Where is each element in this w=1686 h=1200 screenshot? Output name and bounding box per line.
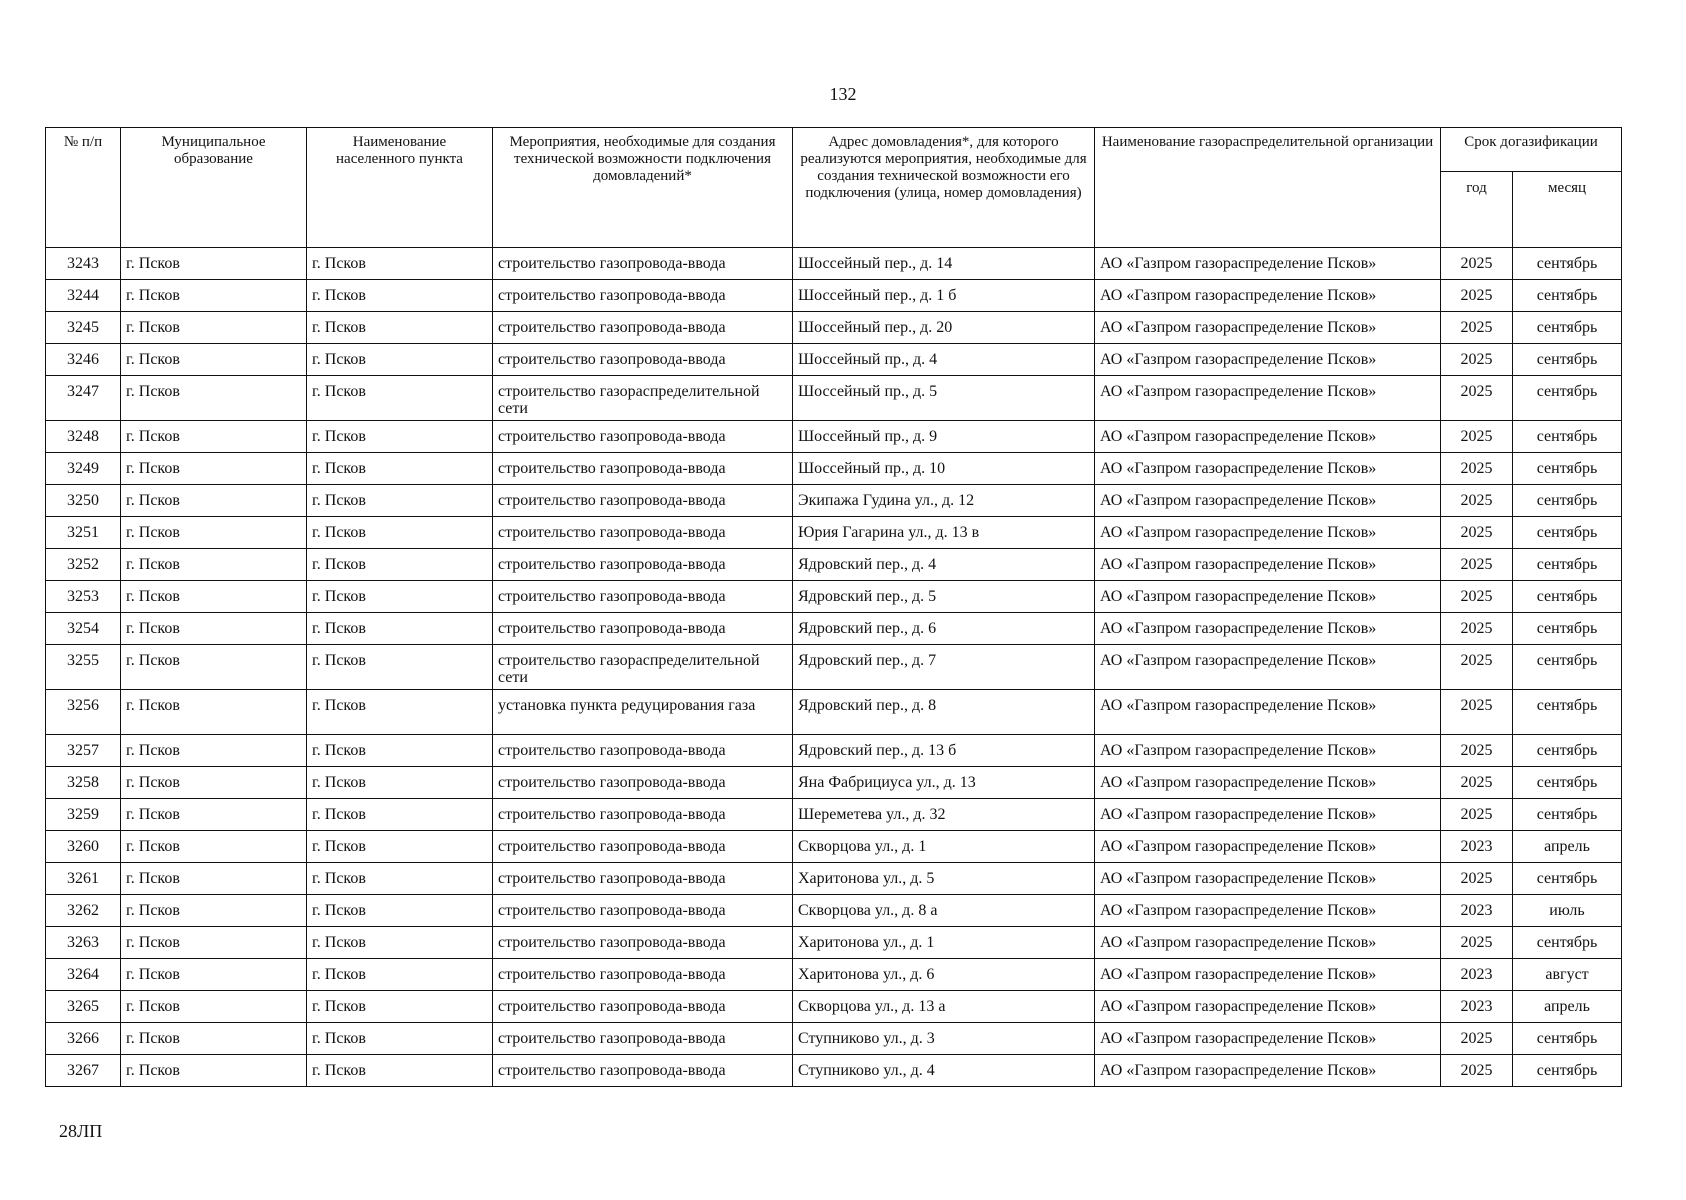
cell-organization: АО «Газпром газораспределение Псков» (1095, 863, 1441, 895)
cell-measure: строительство газопровода-ввода (493, 613, 793, 645)
cell-year: 2025 (1441, 421, 1513, 453)
cell-measure: строительство газопровода-ввода (493, 735, 793, 767)
cell-municipality: г. Псков (121, 549, 307, 581)
cell-year: 2025 (1441, 280, 1513, 312)
cell-num: 3250 (46, 485, 121, 517)
cell-locality: г. Псков (307, 690, 493, 735)
cell-address: Экипажа Гудина ул., д. 12 (793, 485, 1095, 517)
cell-month: апрель (1513, 991, 1622, 1023)
cell-measure: строительство газопровода-ввода (493, 421, 793, 453)
cell-num: 3266 (46, 1023, 121, 1055)
cell-address: Ядровский пер., д. 6 (793, 613, 1095, 645)
table-row (46, 248, 1622, 280)
cell-locality: г. Псков (307, 549, 493, 581)
cell-measure: строительство газопровода-ввода (493, 959, 793, 991)
table-row (46, 549, 1622, 581)
table-row (46, 312, 1622, 344)
cell-organization: АО «Газпром газораспределение Псков» (1095, 613, 1441, 645)
table-row (46, 991, 1622, 1023)
cell-month: сентябрь (1513, 767, 1622, 799)
cell-municipality: г. Псков (121, 613, 307, 645)
cell-num: 3253 (46, 581, 121, 613)
cell-address: Харитонова ул., д. 5 (793, 863, 1095, 895)
cell-measure: строительство газопровода-ввода (493, 799, 793, 831)
cell-organization: АО «Газпром газораспределение Псков» (1095, 767, 1441, 799)
cell-locality: г. Псков (307, 767, 493, 799)
cell-num: 3256 (46, 690, 121, 735)
cell-month: сентябрь (1513, 927, 1622, 959)
cell-address: Шоссейный пр., д. 5 (793, 376, 1095, 421)
cell-locality: г. Псков (307, 517, 493, 549)
cell-address: Шоссейный пер., д. 20 (793, 312, 1095, 344)
cell-measure: установка пункта редуцирования газа (493, 690, 793, 735)
cell-year: 2023 (1441, 831, 1513, 863)
table-body (46, 248, 1622, 1087)
cell-measure: строительство газопровода-ввода (493, 485, 793, 517)
cell-year: 2025 (1441, 549, 1513, 581)
cell-num: 3260 (46, 831, 121, 863)
cell-municipality: г. Псков (121, 517, 307, 549)
cell-organization: АО «Газпром газораспределение Псков» (1095, 735, 1441, 767)
cell-month: июль (1513, 895, 1622, 927)
cell-measure: строительство газопровода-ввода (493, 312, 793, 344)
cell-locality: г. Псков (307, 485, 493, 517)
cell-address: Ядровский пер., д. 13 б (793, 735, 1095, 767)
table-row (46, 1023, 1622, 1055)
table-row (46, 613, 1622, 645)
cell-locality: г. Псков (307, 863, 493, 895)
header-locality: Наименование населенного пункта (307, 128, 493, 248)
cell-month: сентябрь (1513, 645, 1622, 690)
cell-year: 2025 (1441, 767, 1513, 799)
cell-organization: АО «Газпром газораспределение Псков» (1095, 690, 1441, 735)
cell-measure: строительство газопровода-ввода (493, 927, 793, 959)
cell-num: 3258 (46, 767, 121, 799)
cell-organization: АО «Газпром газораспределение Псков» (1095, 1055, 1441, 1087)
cell-municipality: г. Псков (121, 280, 307, 312)
cell-locality: г. Псков (307, 280, 493, 312)
table-row (46, 280, 1622, 312)
cell-locality: г. Псков (307, 312, 493, 344)
cell-address: Шоссейный пр., д. 4 (793, 344, 1095, 376)
table-row (46, 485, 1622, 517)
cell-organization: АО «Газпром газораспределение Псков» (1095, 376, 1441, 421)
cell-organization: АО «Газпром газораспределение Псков» (1095, 645, 1441, 690)
table-row (46, 376, 1622, 421)
cell-measure: строительство газопровода-ввода (493, 831, 793, 863)
cell-organization: АО «Газпром газораспределение Псков» (1095, 280, 1441, 312)
cell-year: 2023 (1441, 895, 1513, 927)
table-row (46, 959, 1622, 991)
cell-num: 3267 (46, 1055, 121, 1087)
header-num: № п/п (46, 128, 121, 248)
cell-municipality: г. Псков (121, 421, 307, 453)
cell-organization: АО «Газпром газораспределение Псков» (1095, 312, 1441, 344)
cell-municipality: г. Псков (121, 735, 307, 767)
table-row (46, 645, 1622, 690)
cell-measure: строительство газопровода-ввода (493, 895, 793, 927)
cell-address: Шоссейный пер., д. 14 (793, 248, 1095, 280)
table-row (46, 421, 1622, 453)
cell-organization: АО «Газпром газораспределение Псков» (1095, 485, 1441, 517)
header-year: год (1441, 172, 1513, 248)
cell-month: сентябрь (1513, 1055, 1622, 1087)
cell-address: Шереметева ул., д. 32 (793, 799, 1095, 831)
cell-address: Харитонова ул., д. 6 (793, 959, 1095, 991)
cell-month: сентябрь (1513, 248, 1622, 280)
cell-measure: строительство газораспределительной сети (493, 376, 793, 421)
cell-month: сентябрь (1513, 549, 1622, 581)
cell-num: 3252 (46, 549, 121, 581)
cell-municipality: г. Псков (121, 895, 307, 927)
cell-num: 3265 (46, 991, 121, 1023)
cell-address: Ядровский пер., д. 8 (793, 690, 1095, 735)
cell-municipality: г. Псков (121, 799, 307, 831)
cell-locality: г. Псков (307, 344, 493, 376)
cell-locality: г. Псков (307, 799, 493, 831)
table-header (46, 128, 1622, 248)
cell-month: сентябрь (1513, 485, 1622, 517)
cell-year: 2025 (1441, 645, 1513, 690)
cell-organization: АО «Газпром газораспределение Псков» (1095, 959, 1441, 991)
gasification-table (45, 127, 1622, 1087)
cell-measure: строительство газопровода-ввода (493, 1023, 793, 1055)
cell-month: сентябрь (1513, 613, 1622, 645)
cell-organization: АО «Газпром газораспределение Псков» (1095, 421, 1441, 453)
cell-municipality: г. Псков (121, 767, 307, 799)
cell-municipality: г. Псков (121, 1023, 307, 1055)
cell-municipality: г. Псков (121, 831, 307, 863)
table-row (46, 690, 1622, 735)
cell-address: Скворцова ул., д. 8 а (793, 895, 1095, 927)
cell-month: сентябрь (1513, 799, 1622, 831)
cell-address: Ядровский пер., д. 5 (793, 581, 1095, 613)
table-row (46, 863, 1622, 895)
cell-municipality: г. Псков (121, 485, 307, 517)
cell-num: 3257 (46, 735, 121, 767)
cell-year: 2025 (1441, 453, 1513, 485)
cell-locality: г. Псков (307, 453, 493, 485)
cell-year: 2025 (1441, 248, 1513, 280)
cell-year: 2025 (1441, 517, 1513, 549)
cell-measure: строительство газопровода-ввода (493, 453, 793, 485)
cell-year: 2025 (1441, 1023, 1513, 1055)
cell-num: 3264 (46, 959, 121, 991)
cell-num: 3244 (46, 280, 121, 312)
table-row (46, 799, 1622, 831)
cell-organization: АО «Газпром газораспределение Псков» (1095, 549, 1441, 581)
cell-locality: г. Псков (307, 831, 493, 863)
cell-year: 2025 (1441, 613, 1513, 645)
cell-year: 2025 (1441, 927, 1513, 959)
cell-locality: г. Псков (307, 645, 493, 690)
cell-address: Скворцова ул., д. 1 (793, 831, 1095, 863)
cell-measure: строительство газораспределительной сети (493, 645, 793, 690)
cell-municipality: г. Псков (121, 344, 307, 376)
cell-address: Ступниково ул., д. 3 (793, 1023, 1095, 1055)
cell-month: сентябрь (1513, 1023, 1622, 1055)
cell-measure: строительство газопровода-ввода (493, 1055, 793, 1087)
cell-measure: строительство газопровода-ввода (493, 581, 793, 613)
cell-locality: г. Псков (307, 927, 493, 959)
cell-year: 2025 (1441, 690, 1513, 735)
cell-year: 2023 (1441, 959, 1513, 991)
cell-locality: г. Псков (307, 991, 493, 1023)
cell-year: 2025 (1441, 581, 1513, 613)
cell-organization: АО «Газпром газораспределение Псков» (1095, 517, 1441, 549)
cell-month: сентябрь (1513, 312, 1622, 344)
cell-locality: г. Псков (307, 895, 493, 927)
cell-municipality: г. Псков (121, 991, 307, 1023)
header-measures: Мероприятия, необходимые для создания технической возможности подключения домовладений* (493, 128, 793, 248)
cell-num: 3255 (46, 645, 121, 690)
cell-num: 3261 (46, 863, 121, 895)
cell-num: 3246 (46, 344, 121, 376)
header-term: Срок догазификации (1441, 128, 1622, 172)
cell-address: Харитонова ул., д. 1 (793, 927, 1095, 959)
cell-year: 2025 (1441, 735, 1513, 767)
cell-month: сентябрь (1513, 421, 1622, 453)
cell-locality: г. Псков (307, 613, 493, 645)
cell-locality: г. Псков (307, 959, 493, 991)
cell-municipality: г. Псков (121, 453, 307, 485)
table-row (46, 831, 1622, 863)
cell-municipality: г. Псков (121, 312, 307, 344)
cell-address: Ядровский пер., д. 7 (793, 645, 1095, 690)
cell-num: 3254 (46, 613, 121, 645)
cell-num: 3245 (46, 312, 121, 344)
cell-month: сентябрь (1513, 280, 1622, 312)
cell-year: 2025 (1441, 1055, 1513, 1087)
cell-year: 2023 (1441, 991, 1513, 1023)
cell-month: август (1513, 959, 1622, 991)
page-number: 132 (829, 84, 857, 104)
cell-month: сентябрь (1513, 735, 1622, 767)
cell-address: Скворцова ул., д. 13 а (793, 991, 1095, 1023)
header-month: месяц (1513, 172, 1622, 248)
cell-municipality: г. Псков (121, 1055, 307, 1087)
cell-month: апрель (1513, 831, 1622, 863)
cell-locality: г. Псков (307, 1023, 493, 1055)
cell-month: сентябрь (1513, 690, 1622, 735)
cell-locality: г. Псков (307, 581, 493, 613)
cell-locality: г. Псков (307, 248, 493, 280)
cell-address: Яна Фабрициуса ул., д. 13 (793, 767, 1095, 799)
cell-organization: АО «Газпром газораспределение Псков» (1095, 831, 1441, 863)
cell-measure: строительство газопровода-ввода (493, 344, 793, 376)
cell-municipality: г. Псков (121, 863, 307, 895)
cell-address: Шоссейный пер., д. 1 б (793, 280, 1095, 312)
cell-measure: строительство газопровода-ввода (493, 549, 793, 581)
cell-month: сентябрь (1513, 517, 1622, 549)
cell-num: 3259 (46, 799, 121, 831)
cell-organization: АО «Газпром газораспределение Псков» (1095, 581, 1441, 613)
cell-address: Шоссейный пр., д. 9 (793, 421, 1095, 453)
cell-municipality: г. Псков (121, 248, 307, 280)
cell-locality: г. Псков (307, 376, 493, 421)
cell-address: Шоссейный пр., д. 10 (793, 453, 1095, 485)
cell-measure: строительство газопровода-ввода (493, 863, 793, 895)
table-row (46, 927, 1622, 959)
cell-num: 3251 (46, 517, 121, 549)
cell-organization: АО «Газпром газораспределение Псков» (1095, 248, 1441, 280)
cell-measure: строительство газопровода-ввода (493, 991, 793, 1023)
cell-organization: АО «Газпром газораспределение Псков» (1095, 991, 1441, 1023)
header-address: Адрес домовладения*, для которого реализуются мероприятия, необходимые для создания технической возможности его подключения (улица, номер домовладения) (793, 128, 1095, 248)
cell-num: 3247 (46, 376, 121, 421)
cell-address: Ядровский пер., д. 4 (793, 549, 1095, 581)
cell-measure: строительство газопровода-ввода (493, 517, 793, 549)
cell-organization: АО «Газпром газораспределение Псков» (1095, 895, 1441, 927)
cell-month: сентябрь (1513, 376, 1622, 421)
cell-organization: АО «Газпром газораспределение Псков» (1095, 799, 1441, 831)
header-organization: Наименование газораспределительной организации (1095, 128, 1441, 248)
cell-organization: АО «Газпром газораспределение Псков» (1095, 453, 1441, 485)
cell-month: сентябрь (1513, 453, 1622, 485)
table-row (46, 767, 1622, 799)
cell-measure: строительство газопровода-ввода (493, 248, 793, 280)
cell-municipality: г. Псков (121, 959, 307, 991)
table-row (46, 735, 1622, 767)
cell-year: 2025 (1441, 863, 1513, 895)
cell-num: 3263 (46, 927, 121, 959)
table-row (46, 453, 1622, 485)
cell-municipality: г. Псков (121, 581, 307, 613)
table-row (46, 344, 1622, 376)
cell-month: сентябрь (1513, 344, 1622, 376)
cell-locality: г. Псков (307, 1055, 493, 1087)
cell-municipality: г. Псков (121, 690, 307, 735)
cell-municipality: г. Псков (121, 376, 307, 421)
cell-municipality: г. Псков (121, 645, 307, 690)
cell-measure: строительство газопровода-ввода (493, 280, 793, 312)
cell-organization: АО «Газпром газораспределение Псков» (1095, 927, 1441, 959)
table-row (46, 1055, 1622, 1087)
cell-num: 3243 (46, 248, 121, 280)
cell-locality: г. Псков (307, 421, 493, 453)
cell-year: 2025 (1441, 485, 1513, 517)
cell-year: 2025 (1441, 799, 1513, 831)
cell-address: Юрия Гагарина ул., д. 13 в (793, 517, 1095, 549)
cell-year: 2025 (1441, 376, 1513, 421)
cell-year: 2025 (1441, 344, 1513, 376)
table-row (46, 895, 1622, 927)
header-municipality: Муниципальное образование (121, 128, 307, 248)
cell-num: 3249 (46, 453, 121, 485)
cell-municipality: г. Псков (121, 927, 307, 959)
cell-year: 2025 (1441, 312, 1513, 344)
cell-num: 3248 (46, 421, 121, 453)
cell-address: Ступниково ул., д. 4 (793, 1055, 1095, 1087)
table-row (46, 581, 1622, 613)
cell-organization: АО «Газпром газораспределение Псков» (1095, 344, 1441, 376)
cell-month: сентябрь (1513, 581, 1622, 613)
table-row (46, 517, 1622, 549)
cell-month: сентябрь (1513, 863, 1622, 895)
cell-measure: строительство газопровода-ввода (493, 767, 793, 799)
cell-organization: АО «Газпром газораспределение Псков» (1095, 1023, 1441, 1055)
cell-num: 3262 (46, 895, 121, 927)
cell-locality: г. Псков (307, 735, 493, 767)
footer-code: 28ЛП (59, 1121, 103, 1141)
